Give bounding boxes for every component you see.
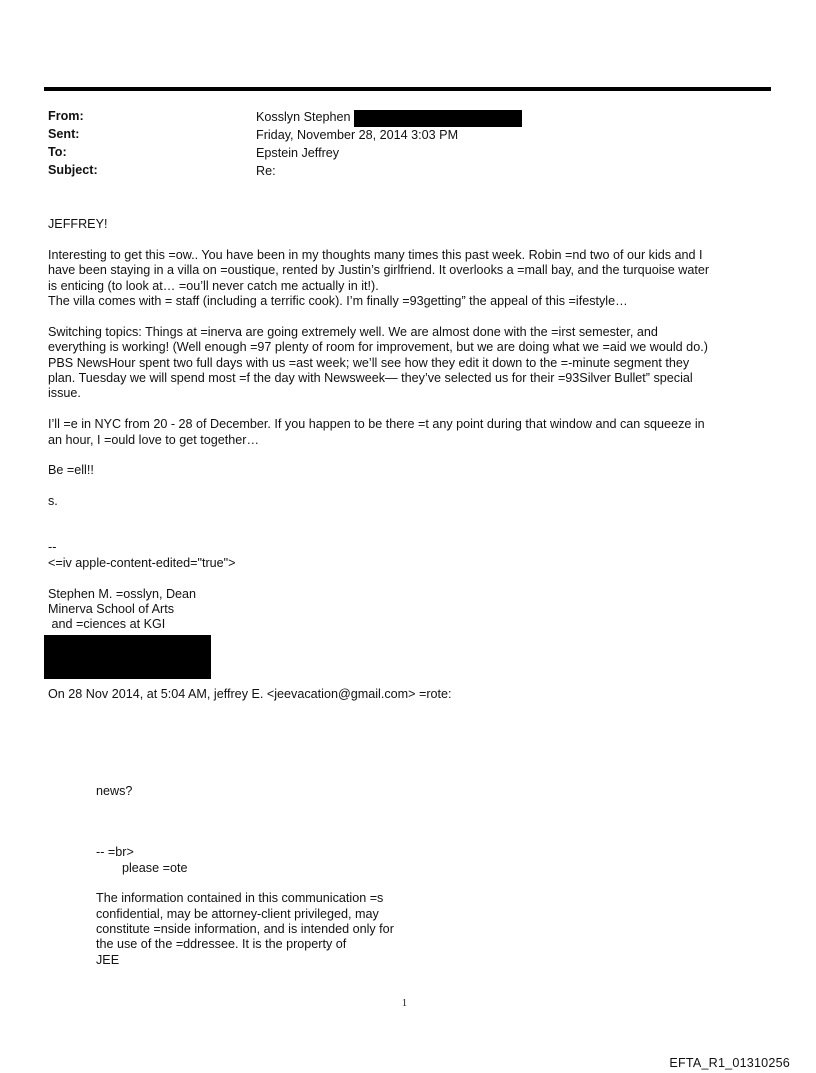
signature-name: Stephen M. =osslyn, Dean	[48, 586, 197, 601]
redacted-signature-box	[44, 635, 211, 679]
disclaimer-line: confidential, may be attorney-client privileged, may	[96, 906, 379, 921]
paragraph-villa	[48, 248, 778, 310]
body-line: The villa comes with = staff (including a terrific cook). I’m finally =93getting” the appeal of this =ifestyle…	[48, 294, 628, 309]
to-label: To:	[48, 145, 67, 159]
email-header	[48, 109, 522, 181]
body-line: I’ll =e in NYC from 20 - 28 of December. If you happen to be there =t any point during that window and can squeeze in	[48, 417, 705, 432]
signature-org-line-2: and =ciences at KGI	[48, 617, 166, 632]
body-line: an hour, I =ould love to get together…	[48, 432, 260, 447]
disclaimer-line: constitute =nside information, and is intended only for	[96, 922, 394, 937]
body-line: plan. Tuesday we will spend most =f the day with Newsweek— they’ve selected us for their =93Silver Bullet” special	[48, 371, 693, 386]
signature-org-line-1: Minerva School of Arts	[48, 602, 174, 617]
to-value: Epstein Jeffrey	[256, 146, 340, 161]
disclaimer-line: the use of the =ddressee. It is the property of	[96, 937, 347, 952]
body-line: Interesting to get this =ow.. You have been in my thoughts many times this past week. Robin =nd two of our kids and I	[48, 247, 703, 262]
body-line: everything is working! (Well enough =97 plenty of room for improvement, but we are doing what we =aid we would do.)	[48, 340, 708, 355]
from-label: From:	[48, 109, 84, 123]
page-number: 1	[402, 998, 407, 1009]
header-divider-rule	[44, 87, 771, 91]
signature-dashes: --	[48, 540, 57, 555]
quoted-br: -- =br>	[96, 845, 134, 860]
redacted-email-box	[354, 110, 522, 127]
body-line: Switching topics: Things at =inerva are going extremely well. We are almost done with the =irst semester, and	[48, 324, 658, 339]
subject-row	[48, 163, 522, 181]
from-row	[48, 109, 522, 127]
body-line: is enticing (to look at… =ou’ll never catch me actually in it!).	[48, 278, 379, 293]
signature-tag: <=iv apple-content-edited="true">	[48, 555, 236, 570]
subject-value: Re:	[256, 164, 276, 179]
initial: s.	[48, 494, 58, 509]
sent-row	[48, 127, 522, 145]
greeting: JEFFREY!	[48, 217, 108, 231]
email-body	[48, 217, 778, 702]
quoted-please: please =ote	[122, 860, 188, 875]
quoted-news: news?	[96, 784, 133, 798]
quoted-message	[96, 784, 496, 968]
from-value: Kosslyn Stephen	[256, 110, 351, 125]
sent-value: Friday, November 28, 2014 3:03 PM	[256, 128, 459, 143]
body-line: issue.	[48, 386, 81, 401]
disclaimer-line: The information contained in this communication =s	[96, 891, 384, 906]
paragraph-nyc	[48, 417, 778, 448]
sent-label: Sent:	[48, 127, 80, 141]
subject-label: Subject:	[48, 163, 98, 177]
body-line: PBS NewsHour spent two full days with us =ast week; we’ll see how they edit it down to the =-minute segment they	[48, 355, 690, 370]
bates-number: EFTA_R1_01310256	[669, 1056, 790, 1070]
quote-intro: On 28 Nov 2014, at 5:04 AM, jeffrey E. <jeevacation@gmail.com> =rote:	[48, 686, 452, 701]
disclaimer-line: JEE	[96, 952, 120, 967]
to-row	[48, 145, 522, 163]
closing: Be =ell!!	[48, 463, 94, 478]
body-line: have been staying in a villa on =oustique, rented by Justin’s girlfriend. It overlooks a =mall bay, and the turquoise water	[48, 263, 710, 278]
paragraph-minerva	[48, 325, 778, 402]
